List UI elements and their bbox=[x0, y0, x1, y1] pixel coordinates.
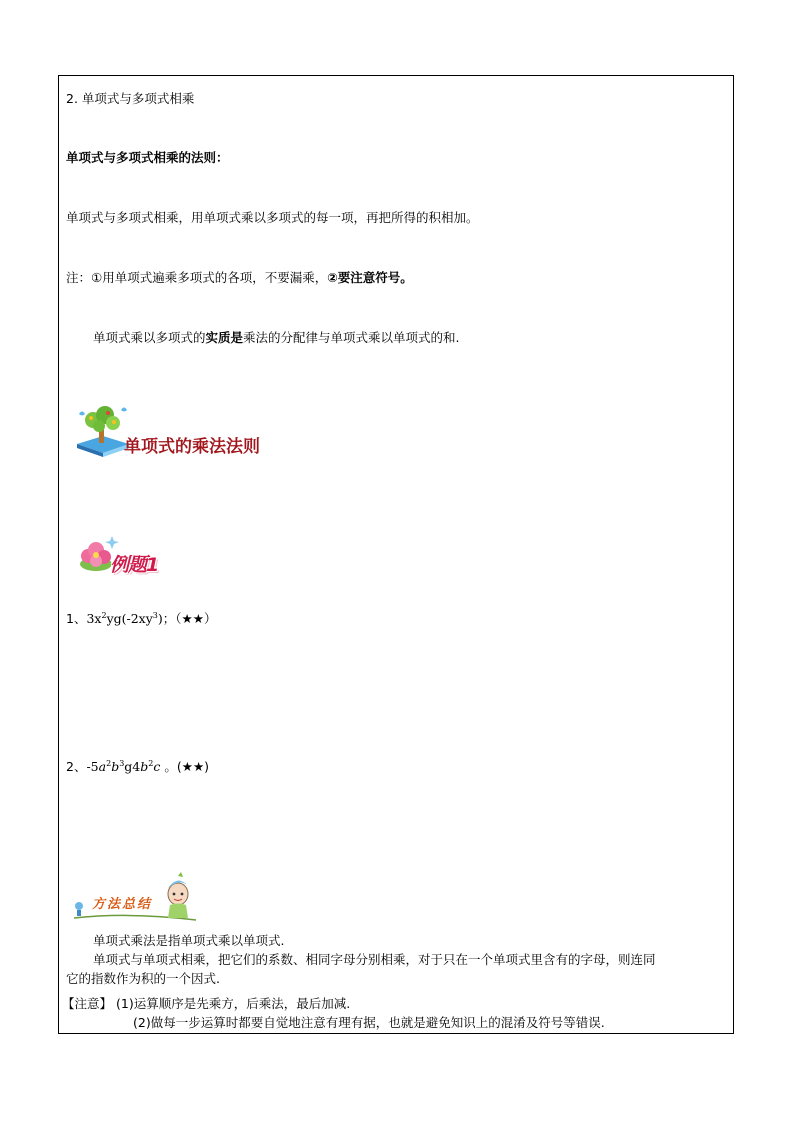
rule-heading: 单项式与多项式相乘的法则： bbox=[66, 150, 229, 165]
problem-1-expression: $3x^2yg(-2xy^3)$ bbox=[86, 610, 163, 626]
problem-2 bbox=[66, 758, 209, 776]
problem-2-number: 2、 bbox=[66, 759, 87, 774]
example-label: 例题1 bbox=[110, 554, 159, 576]
problem-1-number: 1、 bbox=[66, 611, 87, 626]
problem-2-tail: 。(★★) bbox=[164, 759, 210, 774]
note-line bbox=[66, 269, 413, 287]
essence-bold: 实质是 bbox=[205, 330, 244, 345]
problem-1-tail: ；（★★） bbox=[162, 611, 217, 626]
section-heading: 2. 单项式与多项式相乘 bbox=[66, 91, 195, 106]
summary-line-1: 单项式乘法是指单项式乘以单项式. bbox=[93, 933, 285, 948]
summary-line-3: 它的指数作为积的一个因式. bbox=[66, 971, 220, 986]
problem-2-expression: $-5a^2b^3g4b^2c$ bbox=[86, 758, 161, 774]
summary-note-2: (2)做每一步运算时都要自觉地注意有理有据，也就是避免知识上的混淆及符号等错误. bbox=[133, 1015, 605, 1030]
method-label: 方法总结 bbox=[92, 897, 153, 912]
topic-title: 单项式的乘法法则 bbox=[124, 437, 260, 457]
summary-line-2: 单项式与单项式相乘，把它们的系数、相同字母分别相乘，对于只在一个单项式里含有的字母，则连同 bbox=[93, 952, 656, 967]
summary-note-1 bbox=[62, 995, 350, 1013]
note-bold: ②要注意符号。 bbox=[327, 270, 413, 285]
problem-1 bbox=[66, 610, 216, 628]
essence-before: 单项式乘以多项式的 bbox=[93, 330, 206, 345]
rule-text: 单项式与多项式相乘，用单项式乘以多项式的每一项，再把所得的积相加。 bbox=[66, 210, 479, 225]
note-label: 【注意】 bbox=[62, 996, 113, 1011]
note-item-1: (1)运算顺序是先乘方，后乘法，最后加减. bbox=[116, 996, 351, 1011]
essence-after: 乘法的分配律与单项式乘以单项式的和. bbox=[243, 330, 460, 345]
note-prefix: 注：①用单项式遍乘多项式的各项，不要漏乘， bbox=[66, 270, 328, 285]
essence-line bbox=[93, 329, 460, 347]
